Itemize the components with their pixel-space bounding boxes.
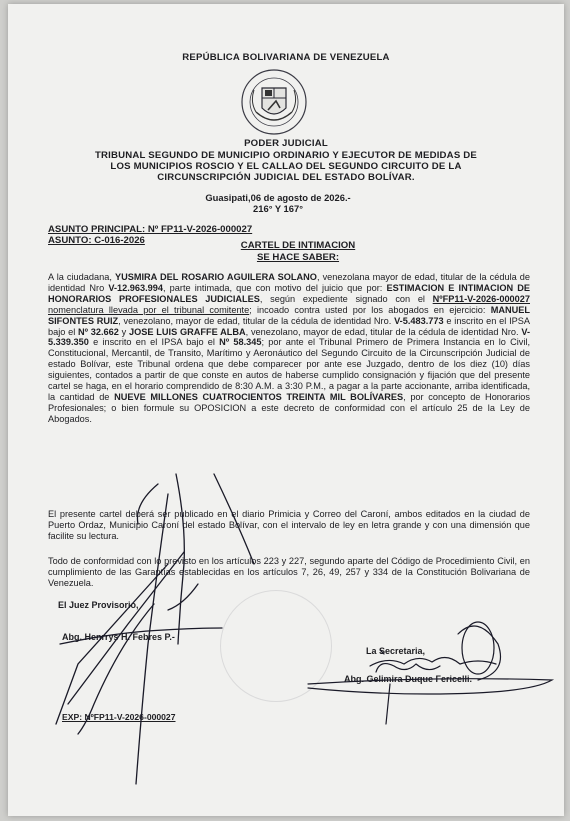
asunto-number: ASUNTO: C-016-2026 [48,235,145,246]
document-page [8,4,564,816]
date-line: Guasipati,06 de agosto de 2026.- [205,192,351,203]
lawyer-2: JOSE LUIS GRAFFE ALBA [129,326,246,337]
cartel-title: CARTEL DE INTIMACION [240,240,356,251]
republic-heading: REPÚBLICA BOLIVARIANA DE VENEZUELA [182,52,390,63]
footer-file-number: EXP: NºFP11-V-2026-000027 [62,712,176,722]
lawyer-1: MANUEL SIFONTES RUIZ [48,304,530,326]
court-stamp-faint [220,590,332,702]
amount: NUEVE MILLONES CUATROCIENTOS TREINTA MIL BOLÍVARES [114,391,404,402]
legal-basis-paragraph: Todo de conformidad con lo previsto en los artículos 223 y 227, segundo aparte del Código de Procedimiento Civil, en cumplimiento de las Garantías establecidas en los artículos 7, 26, 49, 257 y 334 de la Constitución Bolivariana de Venezuela. [48,556,530,588]
intimated-name: YUSMIRA DEL ROSARIO AGUILERA SOLANO [114,272,317,282]
intimation-paragraph: A la ciudadana, YUSMIRA DEL ROSARIO AGUILERA SOLANO, venezolana mayor de edad, titular de la cédula de identidad Nro V-12.963.994, parte intimada, que con motivo del juicio que por: ESTIMACION E INTIMACION DE HONORARIOS PROFESIONALES JUDICIALES, según expediente signado con el NºFP11-V-2026-000027 nomenclatura llevada por el tribunal comitente; incoado contra usted por los abogados en ejercicio: MANUEL SIFONTES RUIZ, venezolano, mayor de edad, titular de la cédula de identidad Nro. V-5.483.773 e inscrito en el IPSA bajo el Nº 32.662 y JOSE LUIS GRAFFE ALBA, venezolano, mayor de edad, titular de la cédula de identidad Nro. V-5.339.350 e inscrito en el IPSA bajo el Nº 58.345; por ante el Tribunal Primero de Primera Instancia en lo Civil, Constitucional, Mercantil, de Transito, Marítimo y Aeronáutico del Segundo Circuito de la Circunscripción Judicial de estado Bolívar, este Tribunal ordena que debe comparecer por ante ese Juzgado, dentro de los diez (10) días siguientes, contados a partir de que conste en autos de haberse cumplido consignación y fijación que del presente cartel se haga, en el horario comprendido de 8:30 A.M. a 3:30 P.M., a pagar a la parte accionante, arriba identificada, la cantidad de NUEVE MILLONES CUATROCIENTOS TREINTA MIL BOLÍVARES, por concepto de Honorarios Profesionales; o bien formule su OPOSICION a este decreto de conformidad con el artículo 25 de la Ley de Abogados. [48,272,531,424]
poder-judicial-heading: PODER JUDICIAL [244,138,328,149]
era-line: 216° Y 167° [253,203,303,214]
judge-name: Abg. Henrrys H. Febres P.- [62,632,175,642]
judge-title: El Juez Provisorio, [58,600,139,610]
tribunal-line-3: CIRCUNSCRIPCIÓN JUDICIAL DEL ESTADO BOLÍVAR. [157,172,415,183]
coat-of-arms-seal [240,68,308,136]
tribunal-line-1: TRIBUNAL SEGUNDO DE MUNICIPIO ORDINARIO Y EJECUTOR DE MEDIDAS DE [94,150,478,161]
intimated-id: V-12.963.994 [108,282,163,293]
tribunal-line-2: LOS MUNICIPIOS ROSCIO Y EL CALLAO DEL SEGUNDO CIRCUITO DE LA [110,161,462,172]
publication-paragraph: El presente cartel deberá ser publicado en el diario Primicia y Correo del Caroní, ambos editados en la ciudad de Puerto Ordaz, Municipio Caroní del estado Bolívar, con el intervalo de ley en letra grande y con una dimensión que facilite su lectura. [48,509,530,541]
secretary-title: La Secretaria, [366,646,426,656]
secretary-name: Abg. Gelimira Duque Fericelli. [344,674,473,684]
file-number: NºFP11-V-2026-000027 [432,293,530,304]
asunto-principal: ASUNTO PRINCIPAL: Nº FP11-V-2026-000027 [48,224,253,235]
case-type: ESTIMACION E INTIMACION DE HONORARIOS PROFESIONALES JUDICIALES [48,282,531,304]
cartel-subtitle: SE HACE SABER: [256,252,340,263]
